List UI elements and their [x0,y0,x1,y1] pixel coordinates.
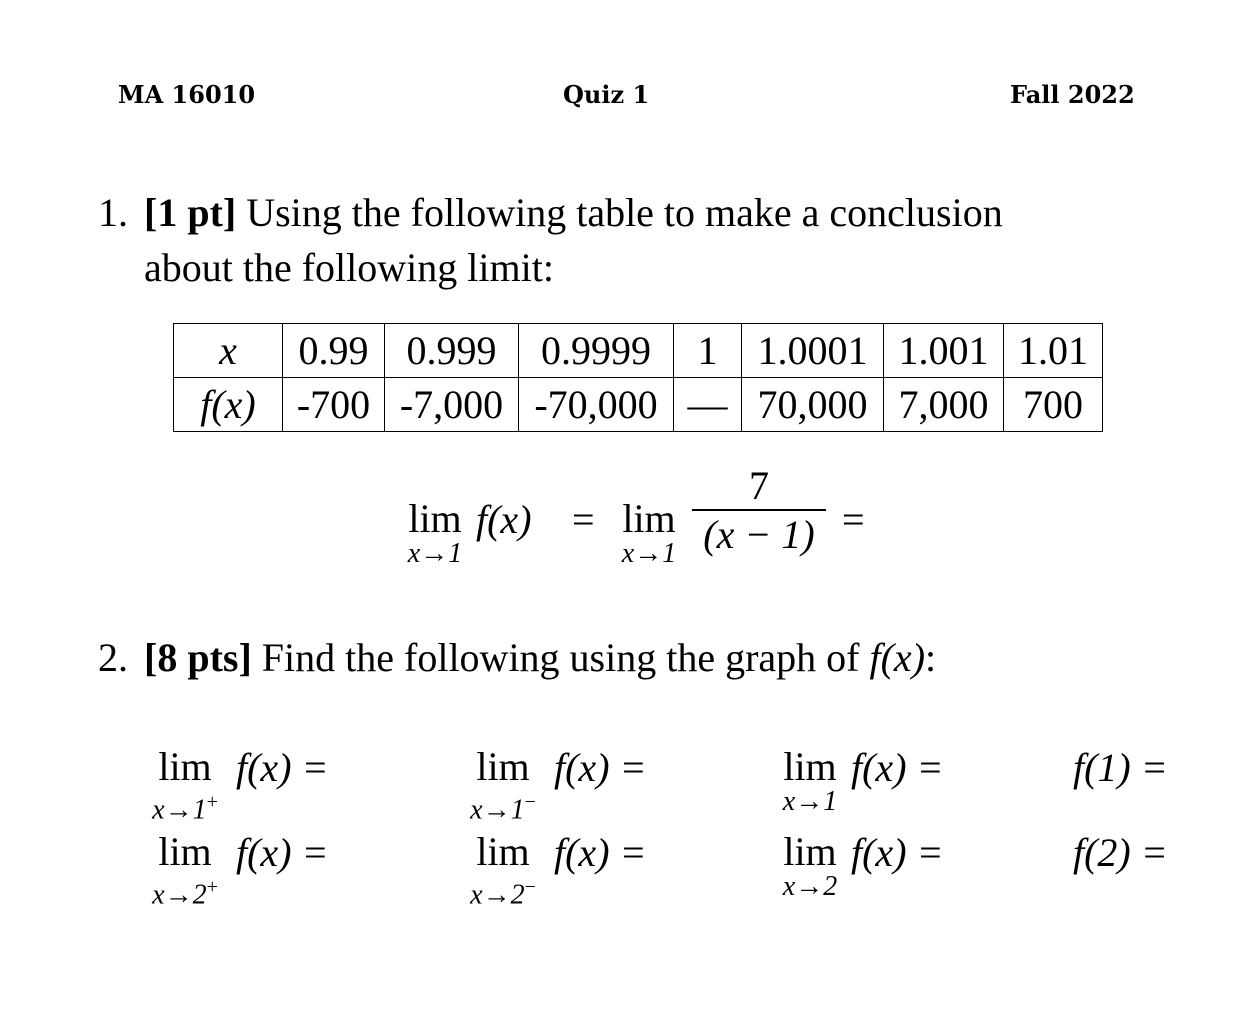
lim-subscript: x→1− [470,791,536,826]
colon: : [925,635,937,680]
function-expression: f(x) [476,497,532,542]
table-cell: 0.999 [385,324,519,378]
question-number: 1. [98,190,128,235]
fraction [692,462,826,558]
answer-blank-lim-1: f(x) = [851,745,944,790]
question-number: 2. [98,635,128,680]
row-label-fx: f(x) [174,378,283,432]
value-table [173,323,1103,432]
numerator: 7 [749,463,769,508]
limit-operator [616,496,682,569]
table-cell: — [674,378,742,432]
table-cell: 0.99 [283,324,385,378]
lim-subscript: x→2+ [152,876,218,911]
table-cell: 1 [674,324,742,378]
table-row [174,378,1103,432]
denominator: (x − 1) [692,509,826,558]
table-row [174,324,1103,378]
equals-sign: = [842,497,865,542]
lim-word: lim [408,496,462,541]
question-1 [98,186,1198,240]
limit-operator [458,744,548,826]
term: Fall 2022 [1010,80,1135,109]
limit-operator [140,829,230,911]
question-2 [98,631,936,685]
equals-sign: = [572,497,595,542]
answer-blank-lim-2: f(x) = [851,830,944,875]
course-code: MA 16010 [118,80,256,109]
quiz-title: Quiz 1 [563,80,650,109]
lim-word: lim [783,829,837,874]
question-text: Using the following table to make a conclusion [246,190,1003,235]
table-cell: 70,000 [742,378,884,432]
function-name: f(x) [869,635,926,680]
table-cell: 0.9999 [519,324,674,378]
table-cell: -700 [283,378,385,432]
lim-word: lim [476,829,530,874]
points-label: [1 pt] [144,190,237,235]
limit-operator [140,744,230,826]
lim-word: lim [158,829,212,874]
answer-blank-lim-2-plus: f(x) = [236,830,329,875]
answer-blank-lim-1-plus: f(x) = [236,745,329,790]
table-cell: 1.01 [1004,324,1103,378]
lim-subscript: x→1+ [152,791,218,826]
answer-blank-lim-2-minus: f(x) = [554,830,647,875]
limit-operator [775,744,845,817]
answer-blank-f-2: f(2) = [1073,830,1168,875]
table-cell: 1.0001 [742,324,884,378]
lim-word: lim [783,744,837,789]
lim-subscript: x→1 [621,538,677,569]
points-label: [8 pts] [144,635,252,680]
table-cell: 7,000 [884,378,1004,432]
answer-blank-f-1: f(1) = [1073,745,1168,790]
lim-subscript: x→2− [470,876,536,911]
lim-subscript: x→1 [407,538,463,569]
limit-operator [402,496,468,569]
lim-word: lim [476,744,530,789]
question-text-continued: about the following limit: [144,245,554,290]
answer-blank-lim-1-minus: f(x) = [554,745,647,790]
table-cell: -70,000 [519,378,674,432]
table-cell: 700 [1004,378,1103,432]
lim-word: lim [158,744,212,789]
lim-word: lim [622,496,676,541]
lim-subscript: x→1 [782,786,838,817]
limit-operator [458,829,548,911]
table-cell: 1.001 [884,324,1004,378]
question-text: Find the following using the graph of [261,635,870,680]
limit-operator [775,829,845,902]
table-cell: -7,000 [385,378,519,432]
row-label-x: x [174,324,283,378]
lim-subscript: x→2 [782,871,838,902]
